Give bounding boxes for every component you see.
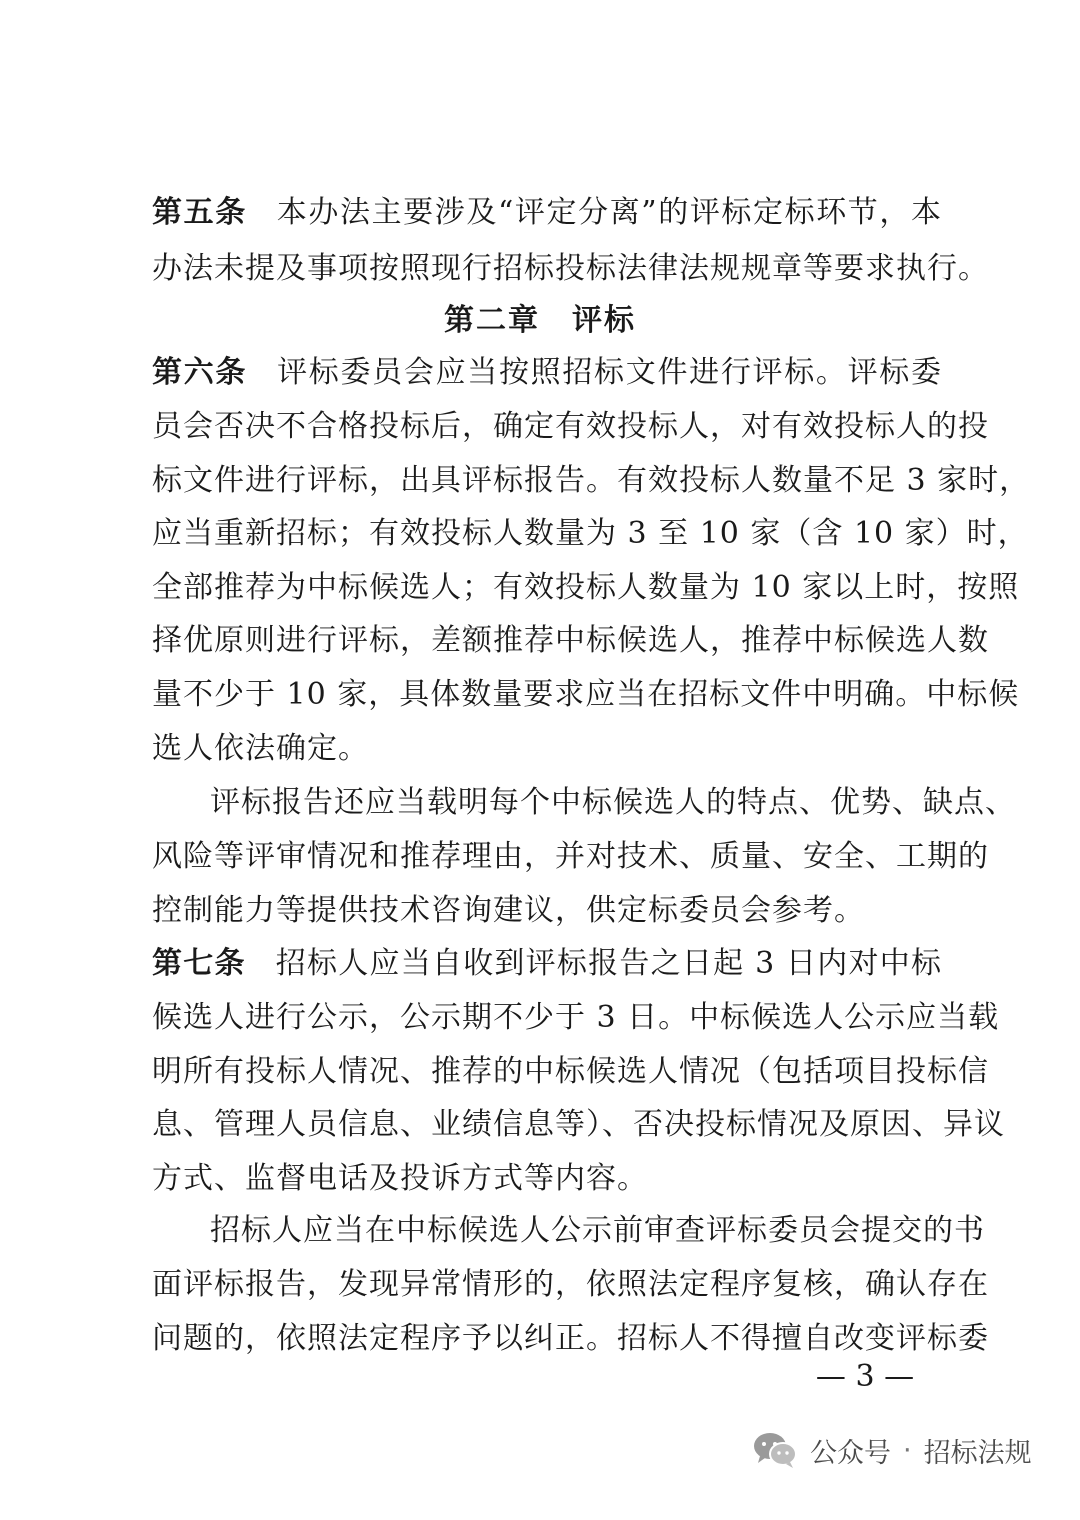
article-6-para2-line-3: 控制能力等提供技术咨询建议，供定标委员会参考。 (152, 893, 865, 928)
article-6-para2-line-2: 风险等评审情况和推荐理由，并对技术、质量、安全、工期的 (152, 839, 989, 874)
article-7-line-1: 第七条 招标人应当自收到评标报告之日起 3 日内对中标 (152, 946, 942, 981)
wechat-icon (752, 1430, 798, 1470)
article-6-para2-line-1: 评标报告还应当载明每个中标候选人的特点、优势、缺点、 (210, 785, 1016, 820)
article-7-line-2: 候选人进行公示，公示期不少于 3 日。中标候选人公示应当载 (152, 1000, 1000, 1035)
article-6-line-4: 应当重新招标；有效投标人数量为 3 至 10 家（含 10 家）时， (152, 516, 1029, 551)
article-7-para2-line-3: 问题的，依照法定程序予以纠正。招标人不得擅自改变评标委 (152, 1321, 989, 1356)
article-5-line-2: 办法未提及事项按照现行招标投标法律法规规章等要求执行。 (152, 251, 989, 286)
page-number: — 3 — (815, 1359, 915, 1394)
chapter-heading: 第二章 评标 (444, 303, 636, 338)
article-6-line-1: 第六条 评标委员会应当按照招标文件进行评标。评标委 (152, 355, 943, 390)
article-7-para2-line-2: 面评标报告，发现异常情形的，依照法定程序复核，确认存在 (152, 1267, 989, 1302)
article-7-line-5: 方式、监督电话及投诉方式等内容。 (152, 1161, 648, 1196)
watermark-platform: 公众号 (810, 1437, 891, 1469)
wechat-watermark (752, 1428, 1032, 1472)
article-7-para2-line-1: 招标人应当在中标候选人公示前审查评标委员会提交的书 (210, 1213, 985, 1248)
article-6-line-2: 员会否决不合格投标后，确定有效投标人，对有效投标人的投 (152, 409, 989, 444)
article-6-line-3: 标文件进行评标，出具评标报告。有效投标人数量不足 3 家时， (152, 463, 1031, 498)
article-6-line-8: 选人依法确定。 (152, 731, 369, 766)
article-7-line-3: 明所有投标人情况、推荐的中标候选人情况（包括项目投标信 (152, 1054, 989, 1089)
article-6-line-7: 量不少于 10 家，具体数量要求应当在招标文件中明确。中标候 (152, 677, 1020, 712)
article-7-label: 第七条 (152, 946, 246, 981)
article-6-label: 第六条 (152, 355, 248, 390)
article-5-line-1: 第五条 本办法主要涉及“评定分离”的评标定标环节，本 (152, 195, 942, 230)
article-6-line-6: 择优原则进行评标，差额推荐中标候选人，推荐中标候选人数 (152, 623, 989, 658)
watermark-account: 招标法规 (923, 1437, 1032, 1469)
article-6-line-5: 全部推荐为中标候选人；有效投标人数量为 10 家以上时，按照 (152, 570, 1020, 605)
article-7-line-4: 息、管理人员信息、业绩信息等）、否决投标情况及原因、异议 (152, 1107, 1005, 1142)
article-5-label: 第五条 (152, 195, 247, 230)
watermark-separator: · (903, 1434, 912, 1466)
